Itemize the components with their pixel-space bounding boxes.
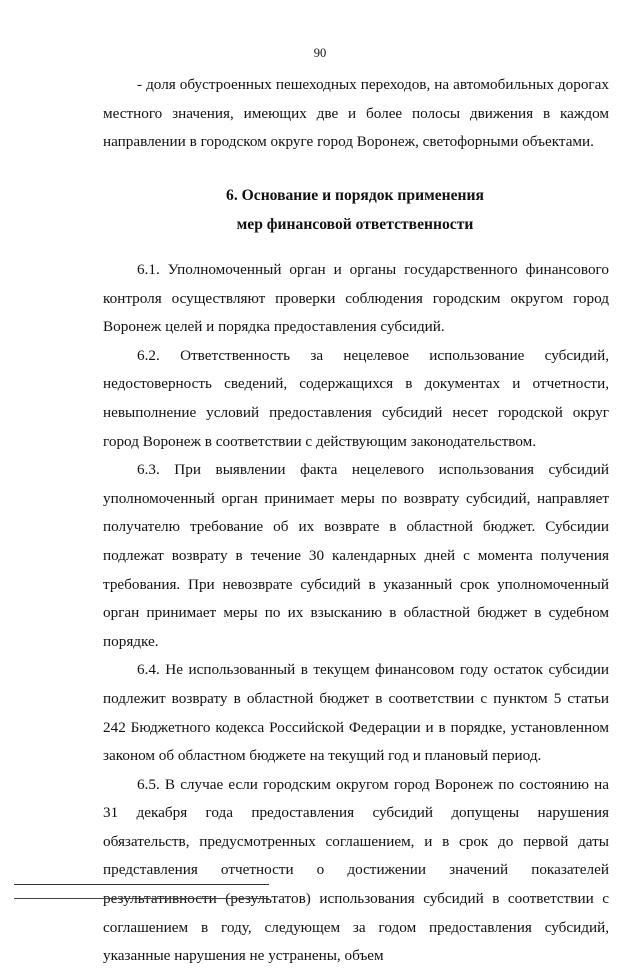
footer-divider-lower [14, 898, 269, 899]
intro-block [103, 71, 609, 157]
clause-6-1: 6.1. Уполномоченный орган и органы государственного финансового контроля осуществляют проверки соблюдения городским округом город Воронеж целей и порядка предоставления субсидий. [103, 261, 609, 336]
section-heading [0, 181, 640, 239]
clause-6-2: 6.2. Ответственность за нецелевое использование субсидий, недостоверность сведений, содержащихся в документах и отчетности, невыполнение условий предоставления субсидий несет городской округ город Воронеж в соответствии с действующим законодательством. [103, 346, 609, 450]
page-number: 90 [313, 46, 327, 60]
bullet-paragraph: - доля обустроенных пешеходных переходов, на автомобильных дорогах местного значения, имеющих две и более полосы движения в каждом направлении в городском округе город Воронеж, светофорными объектами. [103, 76, 609, 151]
section-heading-line-2: мер финансовой ответственности [236, 216, 474, 233]
clause-6-3: 6.3. При выявлении факта нецелевого использования субсидий уполномоченный орган принимает меры по возврату субсидий, направляет получателю требование об их возврате в областной бюджет. Субсидии подлежат возврату в течение 30 календарных дней с момента получения требования. При невозврате субсидий в указанный срок уполномоченный орган принимает меры по их взысканию в областной бюджет в судебном порядке. [103, 461, 609, 650]
section-body [103, 256, 609, 971]
clause-6-4: 6.4. Не использованный в текущем финансовом году остаток субсидии подлежит возврату в областной бюджет в соответствии с пунктом 5 статьи 242 Бюджетного кодекса Российской Федерации и в порядке, установленном законом об областном бюджете на текущий год и плановый период. [103, 661, 609, 765]
section-heading-line-1: 6. Основание и порядок применения [226, 187, 484, 204]
clause-6-5: 6.5. В случае если городским округом город Воронеж по состоянию на 31 декабря года предоставления субсидий допущены нарушения обязательств, предусмотренных соглашением, и в срок до первой даты представления отчетности о достижении значений показателей результативности (результатов) использования субсидий в соответствии с соглашением в году, следующем за годом предоставления субсидий, указанные нарушения не устранены, объем [103, 775, 609, 965]
footer-divider [14, 884, 269, 885]
